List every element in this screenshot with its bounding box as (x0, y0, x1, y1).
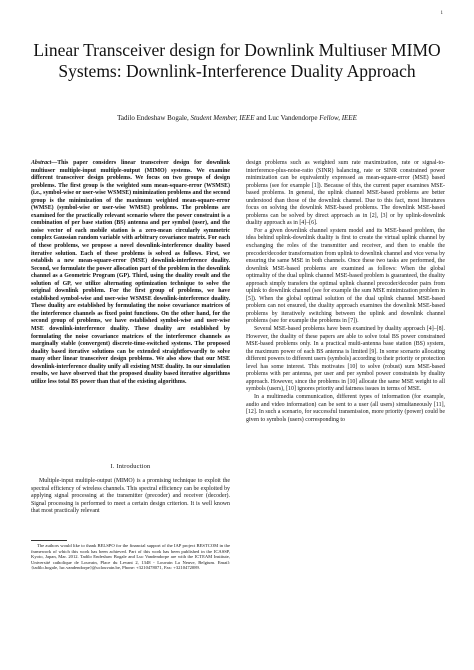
author1-role: Student Member, IEEE (190, 114, 255, 122)
paper-title: Linear Transceiver design for Downlink Multiuser MIMO Systems: Downlink-Interference Duality Approach (33, 40, 441, 81)
right-column (246, 160, 445, 424)
author-joiner: and Luc Vandendorpe (254, 114, 320, 122)
section-heading: I. Introduction (110, 463, 151, 470)
right-paragraph-2: For a given downlink channel system model and its MSE-based problem, the idea behind uplink-downlink duality is first to create the virtual uplink channel by exchanging the roles of the transmitter and receiver, and then to enable the precoder/decoder transformation from uplink to downlink channel and vice versa by ensuring the same MSE in both channels. Once these two tasks are performed, the downlink MSE-based problems are examined as follows: When the global optimality of the dual uplink channel MSE-based problem is guaranteed, the duality approach simply transfers the optimal uplink channel precoder/decoder pairs from uplink to downlink channel (see for example the sum MSE minimization problem in [5]). When the global optimal solution of the dual uplink channel MSE-based problem can not ensured, the duality approach examines the downlink MSE-based problems by iteratively switching between the uplink and downlink channel problems (see for example the problems in [7]). (246, 227, 445, 325)
abstract-text: —This paper considers linear transceiver design for downlink multiuser multiple-input multiple-output (MIMO) systems. We examine different transceiver design problems. We focus on two groups of design problems. The first group is the weighted sum mean-square-error (WSMSE) (i.e., symbol-wise or user-wise WSMSE) minimization problems and the second group is the minimization of the maximum weighted mean-square-error (WMSE) (symbol-wise or user-wise WMSE) problems. The problems are examined for the practically relevant scenario where the power constraint is a combination of per base station (BS) antenna and per symbol (user), and the noise vector of each mobile station is a zero-mean circularly symmetric complex Gaussian random variable with arbitrary covariance matrix. For each of these problems, we propose a novel downlink-interference duality based iterative solution. Each of these problems is solved as follows. First, we establish a new mean-square-error (MSE) downlink-interference duality. Second, we formulate the power allocation part of the problem in the downlink channel as a Geometric Program (GP). Third, using the duality result and the solution of GP, we utilize alternating optimization technique to solve the original downlink problem. For the first group of problems, we have established symbol-wise and user-wise WSMSE downlink-interference duality. These duality are established by formulating the noise covariance matrices of the interference channels as fixed point functions. On the other hand, for the second group of problems, we have established symbol-wise and user-wise MSE downlink-interference duality. These duality are established by formulating the noise covariance matrices of the interference channels as marginally stable (convergent) discrete-time-switched systems. The proposed duality based iterative solutions can be extended straightforwardly to solve many other linear transceiver design problems. We also show that our MSE downlink-interference duality unify all existing MSE duality. In our simulation results, we have observed that the proposed duality based iterative algorithms utilize less total BS power than that of the existing algorithms. (31, 160, 230, 385)
intro-text (31, 478, 230, 516)
abstract (31, 160, 230, 386)
author2-role: Fellow, IEEE (319, 114, 357, 122)
right-paragraph-1: design problems such as weighted sum rate maximization, rate or signal-to-interference-plus-noise-ratio (SINR) balancing, rate or SINR constrained power minimization can be equivalently expressed as mean-square-error (MSE) based problems (see for example [1]). Because of this, the current paper examines MSE-based problems. In general, the uplink channel MSE-based problems are better understood than those of the downlink channel. Due to this fact, most literatures focus on solving the downlink MSE-based problems. The downlink MSE-based problems can be solved by direct approach as in [2], [3] or by uplink-downlink duality approach as in [4]–[6]. (246, 160, 445, 227)
author1-name: Tadilo Endeshaw Bogale, (117, 114, 191, 122)
footnote: The authors would like to thank BELSPO for the financial support of the IAP project BESTCOM in the framework of which this work has been achieved. Part of this work has been published in the ICASSP, Kyoto, Japan, Mar. 2012. Tadilo Endeshaw Bogale and Luc Vandendorpe are with the ICTEAM Institute, Université catholique de Louvain, Place du Levant 2, 1348 - Louvain La Neuve, Belgium. Email: {tadilo.bogale, luc.vandendorpe}@uclouvain.be, Phone: +3210478071, Fax: +3210472089. (31, 543, 230, 571)
intro-paragraph: Multiple-input multiple-output (MIMO) is a promising technique to exploit the spectral efficiency of wireless channels. This spectral efficiency can be exploited by applying signal processing at the transmitter (precoder) and receiver (decoder). Signal processing is performed to meet a certain design criterion. It is well known that most practically relevant (31, 478, 230, 515)
footnote-rule (31, 540, 67, 541)
right-paragraph-4: In a multimedia communication, different types of information (for example, audio and video information) can be sent to a user (all users) simultaneously [11], [12]. In such a scenario, for successful transmission, more priority (power) could be given to symbols (users) corresponding to (246, 393, 445, 423)
page-number: 1 (440, 11, 443, 16)
author-line (20, 114, 454, 123)
right-paragraph-3: Several MSE-based problems have been examined by duality approach [4]–[8]. However, the duality of these papers are able to solve total BS power constrained MSE-based problems only. In a practical multi-antenna base station (BS) system, the maximum power of each BS antenna is limited [9]. In some scenario allocating different powers to different users (symbols) according to their priority or protection level has some interest. This motivates [10] to solve (robust) sum MSE-based problems with per antenna, per user and per symbol power constraints by duality approach. However, since the problems in [10] allocate the same MSE weight to all symbols (users), [10] ignores priority and fairness issues in terms of MSE. (246, 326, 445, 393)
abstract-label: Abstract (31, 160, 52, 166)
